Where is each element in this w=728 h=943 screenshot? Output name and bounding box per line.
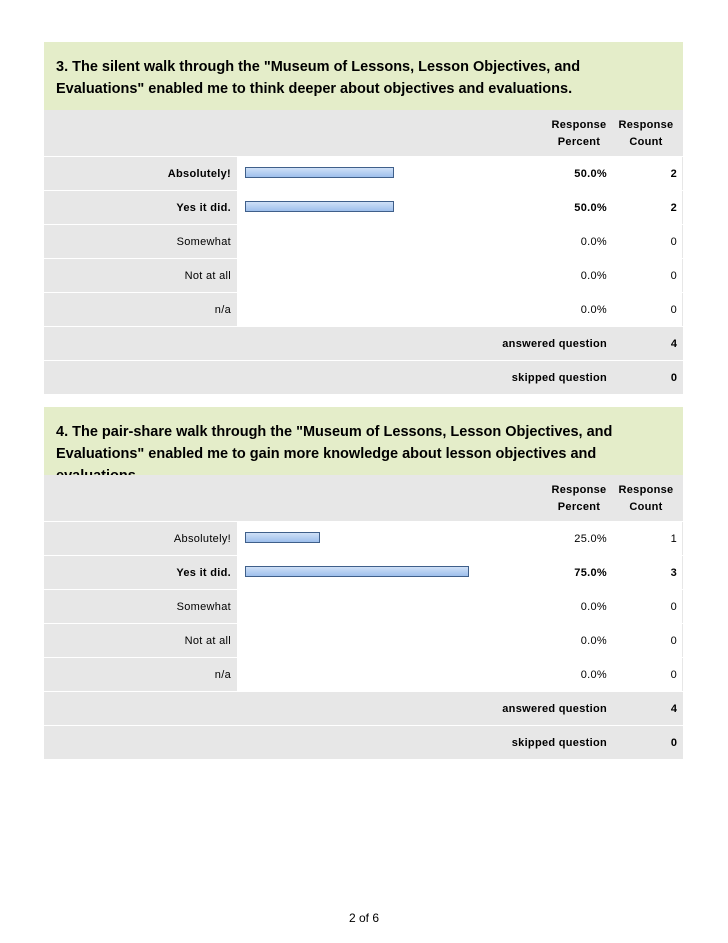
answered-question-row — [44, 692, 683, 726]
response-percent: 0.0% — [580, 634, 607, 647]
answer-label: n/a — [214, 303, 231, 316]
answer-label: Not at all — [184, 269, 231, 282]
bar-cell — [237, 590, 682, 623]
response-percent: 50.0% — [574, 167, 607, 180]
response-bar — [245, 566, 469, 577]
response-percent: 0.0% — [580, 269, 607, 282]
table-header-row — [44, 475, 683, 522]
table-row — [44, 658, 683, 692]
column-header-percent — [548, 482, 610, 516]
column-header-count — [615, 482, 677, 516]
answer-label: Absolutely! — [167, 167, 231, 180]
answer-label: Yes it did. — [176, 201, 231, 214]
response-percent: 75.0% — [574, 566, 607, 579]
response-percent: 0.0% — [580, 303, 607, 316]
response-percent: 0.0% — [580, 600, 607, 613]
response-table — [44, 110, 683, 395]
question-3 — [44, 42, 683, 395]
column-header-percent-line2: Percent — [557, 136, 601, 148]
skipped-question-row — [44, 361, 683, 395]
bar-cell — [237, 624, 682, 657]
column-header-percent-line2: Percent — [557, 501, 601, 513]
answer-label: Yes it did. — [176, 566, 231, 579]
summary-label: answered question — [502, 702, 607, 715]
bar-cell — [237, 225, 682, 258]
bar-cell — [237, 658, 682, 691]
response-percent: 50.0% — [574, 201, 607, 214]
page-number: 2 of 6 — [348, 911, 380, 925]
response-table — [44, 475, 683, 760]
response-count: 2 — [670, 201, 677, 214]
table-row — [44, 556, 683, 590]
response-count: 0 — [670, 668, 677, 681]
table-row — [44, 259, 683, 293]
answer-label: n/a — [214, 668, 231, 681]
column-header-count-line2: Count — [629, 501, 663, 513]
question-title: 3. The silent walk through the "Museum of Lessons, Lesson Objectives, and Evaluations" enabled me to think deeper about objectives and evaluations. — [44, 42, 683, 110]
response-percent: 0.0% — [580, 235, 607, 248]
response-count: 0 — [670, 600, 677, 613]
response-count: 0 — [670, 235, 677, 248]
response-bar — [245, 167, 394, 178]
response-percent: 25.0% — [574, 532, 607, 545]
response-count: 2 — [670, 167, 677, 180]
question-4 — [44, 407, 683, 760]
bar-cell — [237, 259, 682, 292]
table-row — [44, 624, 683, 658]
summary-label: answered question — [502, 337, 607, 350]
question-title: 4. The pair-share walk through the "Museum of Lessons, Lesson Objectives, and Evaluations" enabled me to gain more knowledge about lesson objectives and — [44, 407, 683, 475]
response-count: 0 — [670, 303, 677, 316]
summary-value: 0 — [670, 371, 677, 384]
summary-value: 4 — [670, 337, 677, 350]
table-row — [44, 590, 683, 624]
column-header-count-line1: Response — [618, 484, 674, 496]
table-row — [44, 522, 683, 556]
summary-label: skipped question — [511, 736, 607, 749]
column-header-percent — [548, 117, 610, 151]
summary-value: 4 — [670, 702, 677, 715]
table-row — [44, 293, 683, 327]
answered-question-row — [44, 327, 683, 361]
column-header-percent-line1: Response — [551, 119, 607, 131]
response-count: 0 — [670, 269, 677, 282]
response-count: 0 — [670, 634, 677, 647]
skipped-question-row — [44, 726, 683, 760]
table-header-row — [44, 110, 683, 157]
column-header-count-line2: Count — [629, 136, 663, 148]
answer-label: Somewhat — [176, 235, 231, 248]
answer-label: Somewhat — [176, 600, 231, 613]
answer-label: Not at all — [184, 634, 231, 647]
response-count: 3 — [670, 566, 677, 579]
response-count: 1 — [670, 532, 677, 545]
table-row — [44, 225, 683, 259]
summary-value: 0 — [670, 736, 677, 749]
response-bar — [245, 532, 320, 543]
column-header-count — [615, 117, 677, 151]
table-row — [44, 157, 683, 191]
column-header-count-line1: Response — [618, 119, 674, 131]
bar-cell — [237, 293, 682, 326]
column-header-percent-line1: Response — [551, 484, 607, 496]
response-percent: 0.0% — [580, 668, 607, 681]
table-row — [44, 191, 683, 225]
response-bar — [245, 201, 394, 212]
answer-label: Absolutely! — [173, 532, 231, 545]
summary-label: skipped question — [511, 371, 607, 384]
